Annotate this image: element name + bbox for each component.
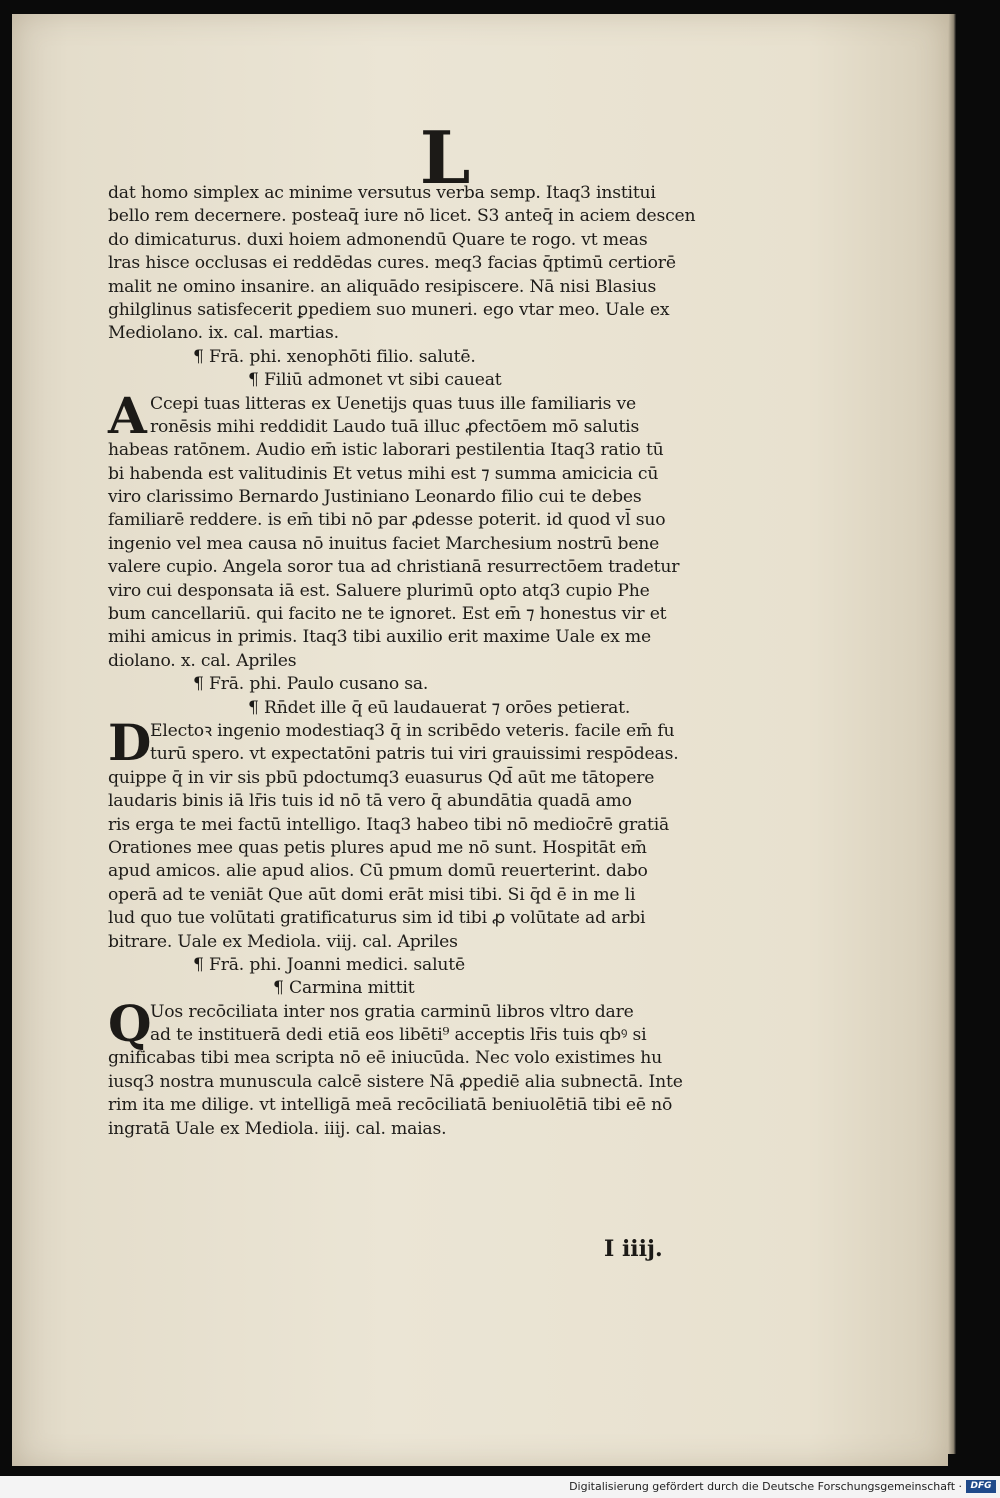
initial-letter: D [108, 712, 152, 772]
line-text: diolano. x. cal. Apriles [108, 650, 297, 671]
text-line [108, 1047, 748, 1070]
text-line [108, 1118, 748, 1141]
line-text: ¶ Frā. phi. Paulo cusano sa. [193, 674, 429, 695]
line-text: Electoꝛ ingenio modestiaq3 q̄ in scribēdo veteris. facile em̄ fu [150, 720, 675, 741]
text-line [108, 790, 748, 813]
text-line [108, 954, 748, 977]
text-line [108, 299, 748, 322]
line-text: ingratā Uale ex Mediola. iiij. cal. maias. [108, 1118, 447, 1139]
text-line [108, 673, 748, 696]
text-line [108, 814, 748, 837]
text-line [108, 767, 748, 790]
line-text: ingenio vel mea causa nō inuitus faciet Marchesium nostrū bene [108, 533, 660, 554]
text-line [108, 884, 748, 907]
text-line [108, 931, 748, 954]
text-line [108, 205, 748, 228]
line-text: Orationes mee quas petis plures apud me nō sunt. Hospitāt em̄ [108, 837, 647, 858]
line-text: do dimicaturus. duxi hoiem admonendū Quare te rogo. vt meas [108, 229, 648, 250]
text-line [108, 252, 748, 275]
line-text: ¶ Frā. phi. xenophōti filio. salutē. [193, 346, 476, 367]
line-text: rim ita me dilige. vt intelligā meā recōciliatā beniuolētiā tibi eē nō [108, 1095, 673, 1116]
text-line [108, 977, 748, 1000]
text-line [108, 626, 748, 649]
line-text: Mediolano. ix. cal. martias. [108, 323, 339, 344]
line-text: gnificabas tibi mea scripta nō eē iniucūda. Nec volo existimes hu [108, 1048, 662, 1069]
text-line [108, 837, 748, 860]
text-line [108, 860, 748, 883]
text-line [108, 533, 748, 556]
text-line [108, 650, 748, 673]
line-text: bum cancellariū. qui facito ne te ignoret. Est em̄ ⁊ honestus vir et [108, 604, 667, 625]
line-text: familiarē reddere. is em̄ tibi nō par ꝓdesse poterit. id quod vl̄ suo [108, 510, 666, 531]
line-text: ris erga te mei factū intelligo. Itaq3 habeo tibi nō medioc̄rē gratiā [108, 814, 670, 835]
line-text: dat homo simplex ac minime versutus verba semp. Itaq3 institui [108, 183, 656, 203]
text-line [108, 276, 748, 299]
line-text: quippe q̄ in vir sis pbū pdoctumq3 euasurus Qd̄ aūt me tātopere [108, 767, 655, 788]
line-text: bi habenda est valitudinis Et vetus mihi est ⁊ summa amicicia cū [108, 463, 659, 484]
text-line [108, 556, 748, 579]
line-text: operā ad te veniāt Que aūt domi erāt misi tibi. Si q̄d ē in me li [108, 884, 636, 905]
page-edge [948, 14, 956, 1454]
gathering-letter: L [419, 115, 471, 200]
line-text: apud amicos. alie apud alios. Cū pmum domū reuerterint. dabo [108, 861, 648, 882]
line-text: viro cui desponsata iā est. Saluere plurimū opto atq3 cupio Phe [108, 580, 650, 601]
signature-mark: I iiij. [604, 1236, 663, 1262]
line-text: mihi amicus in primis. Itaq3 tibi auxilio erit maxime Uale ex me [108, 627, 651, 648]
text-line [108, 743, 748, 766]
text-line [108, 416, 748, 439]
text-line [108, 322, 748, 345]
line-text: valere cupio. Angela soror tua ad christianā resurrectōem tradetur [108, 557, 680, 578]
dfg-logo-icon: DFG [966, 1480, 996, 1493]
line-text: malit ne omino insanire. an aliquādo resipiscere. Nā nisi Blasius [108, 276, 657, 297]
text-line [108, 603, 748, 626]
line-text: viro clarissimo Bernardo Justiniano Leonardo filio cui te debes [108, 487, 642, 508]
line-text: Ccepi tuas litteras ex Uenetijs quas tuus ille familiaris ve [150, 393, 636, 414]
funding-note: Digitalisierung gefördert durch die Deutsche Forschungsgemeinschaft · [569, 1480, 962, 1493]
line-text: bitrare. Uale ex Mediola. viij. cal. Apriles [108, 931, 458, 952]
line-text: ¶ Filiū admonet vt sibi caueat [248, 370, 502, 391]
line-text: turū spero. vt expectatōni patris tui viri grauissimi respōdeas. [150, 744, 679, 765]
line-text: ghilglinus satisfecerit ꝑpediem suo muneri. ego vtar meo. Uale ex [108, 299, 670, 320]
line-text: lras hisce occlusas ei reddēdas cures. meq3 facias q̄ptimū certiorē [108, 253, 676, 274]
text-line [108, 346, 748, 369]
initial-letter: Q [108, 993, 152, 1053]
text-line [108, 229, 748, 252]
line-text: ¶ Carmina mittit [273, 978, 415, 999]
text-line [108, 182, 748, 205]
line-text: laudaris binis iā lr̄is tuis id nō tā vero q̄ abundātia quadā amo [108, 791, 632, 812]
text-line [108, 463, 748, 486]
line-text: iusq3 nostra munuscula calcē sistere Nā ꝓpediē alia subnectā. Inte [108, 1071, 683, 1092]
line-text: Uos recōciliata inter nos gratia carminū libros vltro dare [150, 1001, 634, 1022]
text-line [108, 1071, 748, 1094]
text-line [108, 580, 748, 603]
line-text: ronēsis mihi reddidit Laudo tuā illuc ꝓfectōem mō salutis [150, 416, 640, 437]
text-line [108, 697, 748, 720]
text-line [108, 369, 748, 392]
line-text: ¶ Rn̄det ille q̄ eū laudauerat ⁊ orōes petierat. [248, 697, 631, 718]
text-line [108, 907, 748, 930]
text-line [108, 486, 748, 509]
line-text: ad te instituerā dedi etiā eos libēti⁹ acceptis lr̄is tuis qbꝰ si [150, 1025, 647, 1046]
line-text: lud quo tue volūtati gratificaturus sim id tibi ꝓ volūtate ad arbi [108, 908, 646, 929]
page-text [108, 182, 748, 1141]
line-text: habeas ratōnem. Audio em̄ istic laborari pestilentia Itaq3 ratio tū [108, 440, 664, 461]
text-line [108, 439, 748, 462]
footer-bar [0, 1476, 1000, 1498]
line-text: ¶ Frā. phi. Joanni medici. salutē [193, 954, 465, 975]
text-line [108, 509, 748, 532]
line-text: bello rem decernere. posteaq̄ iure nō licet. S3 anteq̄ in aciem descen [108, 206, 696, 227]
text-line [108, 1024, 748, 1047]
initial-letter: A [108, 385, 147, 445]
text-line [108, 1094, 748, 1117]
